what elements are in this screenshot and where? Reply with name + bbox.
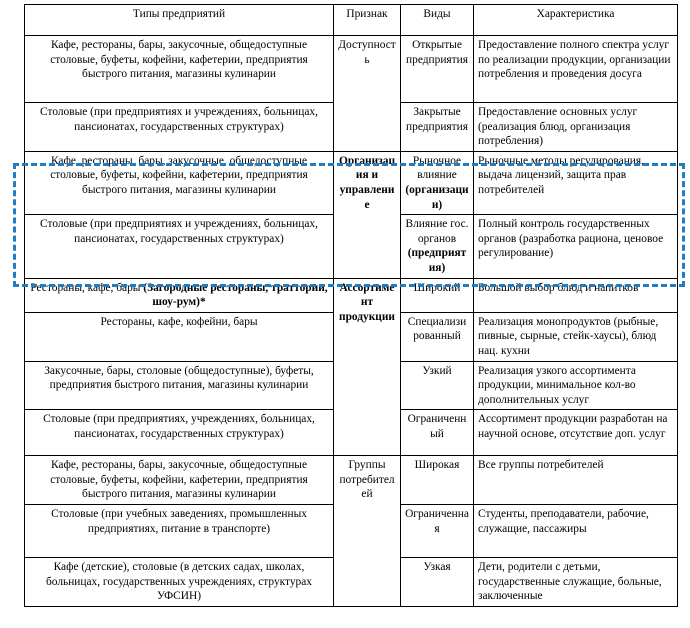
cell-types: Кафе, рестораны, бары, закусочные, общедоступные столовые, буфеты, кофейни, кафетерии, предприятия быстрого питания, магазины кулинарии bbox=[25, 151, 334, 214]
cell-types: Кафе (детские), столовые (в детских садах, школах, больницах, государственных учреждениях, структурах УФСИН) bbox=[25, 558, 334, 607]
cell-characteristic: Реализация монопродуктов (рыбные, пивные, сырные, стейк-хаусы), блюд нац. кухни bbox=[474, 312, 678, 361]
cell-kind: Ограниченный bbox=[401, 410, 474, 456]
cell-kind-plain: Рыночное влияние bbox=[412, 154, 462, 182]
cell-characteristic: Рыночные методы регулирования, выдача лицензий, защита прав потребителей bbox=[474, 151, 678, 214]
cell-characteristic: Предоставление основных услуг (реализация блюд, организация потребления) bbox=[474, 103, 678, 152]
cell-types: Закусочные, бары, столовые (общедоступные), буфеты, предприятия быстрого питания, магазины кулинарии bbox=[25, 361, 334, 410]
cell-kind: Широкая bbox=[401, 456, 474, 505]
cell-sign-consumer-groups: Группы потребителей bbox=[334, 456, 401, 607]
column-header-characteristic: Характеристика bbox=[474, 5, 678, 36]
cell-characteristic: Дети, родители с детьми, государственные служащие, больные, заключенные bbox=[474, 558, 678, 607]
cell-sign-organization-management: Организация и управление bbox=[334, 151, 401, 278]
column-header-kind: Виды bbox=[401, 5, 474, 36]
cell-kind: Специализированный bbox=[401, 312, 474, 361]
cell-kind-bold: (предприятия) bbox=[407, 247, 467, 274]
cell-characteristic: Полный контроль государственных органов (разработка рациона, ценовое регулирование) bbox=[474, 215, 678, 278]
cell-types-plain: Рестораны, кафе, бары bbox=[30, 281, 144, 294]
cell-kind: Широкий bbox=[401, 278, 474, 312]
cell-kind: Узкая bbox=[401, 558, 474, 607]
cell-characteristic: Предоставление полного спектра услуг по реализации продукции, организации потребления и проведения досуга bbox=[474, 36, 678, 103]
cell-characteristic: Большой выбор блюд и напитков bbox=[474, 278, 678, 312]
cell-types-bold: (Загородные рестораны, траттории, шоу-рум)* bbox=[143, 281, 328, 309]
table-container bbox=[24, 4, 677, 607]
cell-sign-product-assortment: Ассортимент продукции bbox=[334, 278, 401, 456]
cell-types: Кафе, рестораны, бары, закусочные, общедоступные столовые, буфеты, кофейни, кафетерии, предприятия быстрого питания, магазины кулинарии bbox=[25, 36, 334, 103]
table-row bbox=[25, 278, 678, 312]
cell-characteristic: Все группы потребителей bbox=[474, 456, 678, 505]
cell-types: Рестораны, кафе, кофейни, бары bbox=[25, 312, 334, 361]
column-header-sign: Признак bbox=[334, 5, 401, 36]
cell-kind-plain: Влияние гос. органов bbox=[405, 218, 469, 245]
table-row bbox=[25, 456, 678, 505]
cell-characteristic: Реализация узкого ассортимента продукции, минимальное кол-во дополнительных услуг bbox=[474, 361, 678, 410]
cell-types: Столовые (при предприятиях, учреждениях, больницах, пансионатах, государственных структурах) bbox=[25, 410, 334, 456]
cell-sign-availability: Доступность bbox=[334, 36, 401, 152]
cell-types bbox=[25, 278, 334, 312]
cell-characteristic: Студенты, преподаватели, рабочие, служащие, пассажиры bbox=[474, 505, 678, 558]
cell-kind: Закрытые предприятия bbox=[401, 103, 474, 152]
cell-types: Столовые (при предприятиях и учреждениях, больницах, пансионатах, государственных структурах) bbox=[25, 103, 334, 152]
table-row bbox=[25, 36, 678, 103]
enterprise-types-table bbox=[24, 4, 678, 607]
cell-kind bbox=[401, 151, 474, 214]
cell-kind: Ограниченная bbox=[401, 505, 474, 558]
cell-kind-bold: (организации) bbox=[405, 183, 469, 211]
cell-kind: Узкий bbox=[401, 361, 474, 410]
cell-types: Столовые (при учебных заведениях, промышленных предприятиях, питание в транспорте) bbox=[25, 505, 334, 558]
column-header-types: Типы предприятий bbox=[25, 5, 334, 36]
table-row-highlighted bbox=[25, 151, 678, 214]
table-header-row bbox=[25, 5, 678, 36]
cell-types: Столовые (при предприятиях и учреждениях, больницах, пансионатах, государственных структурах) bbox=[25, 215, 334, 278]
cell-characteristic: Ассортимент продукции разработан на научной основе, отсутствие доп. услуг bbox=[474, 410, 678, 456]
cell-kind: Открытые предприятия bbox=[401, 36, 474, 103]
cell-kind bbox=[401, 215, 474, 278]
cell-types: Кафе, рестораны, бары, закусочные, общедоступные столовые, буфеты, кофейни, кафетерии, предприятия быстрого питания, магазины кулинарии bbox=[25, 456, 334, 505]
